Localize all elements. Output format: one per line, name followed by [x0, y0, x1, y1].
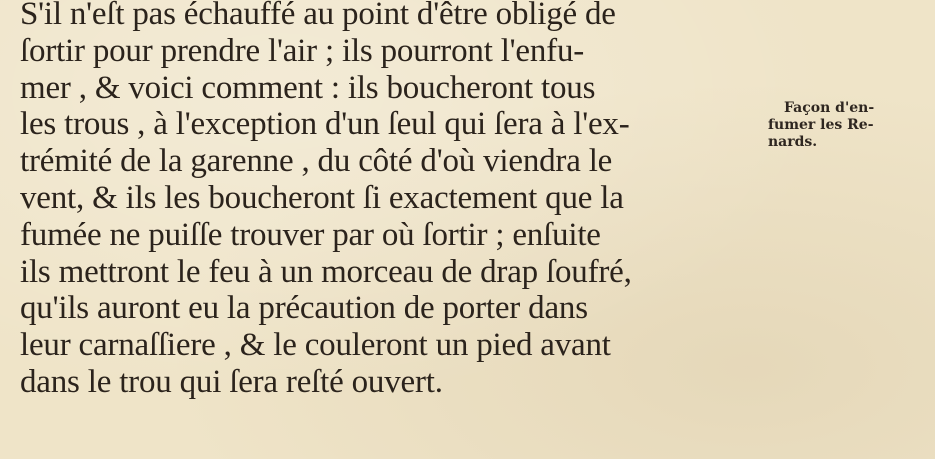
marginal-note-line: fumer les Re-	[768, 117, 874, 133]
marginal-note-line: nards.	[768, 134, 818, 150]
text-line: fumée ne puiſſe trouver par où ſortir ; enſuite	[20, 216, 601, 253]
marginal-note-line: Façon d'en-	[784, 100, 875, 116]
text-line: vent, & ils les boucheront ſi exactement que la	[20, 179, 624, 216]
text-line: leur carnaſſiere , & le couleront un pied avant	[20, 327, 611, 364]
text-line: trémité de la garenne , du côté d'où viendra le	[20, 143, 613, 180]
text-line: dans le trou qui ſera reſté ouvert.	[20, 363, 443, 400]
text-line: ſortir pour prendre l'air ; ils pourront l'enfu-	[20, 32, 585, 69]
text-line: mer , & voici comment : ils boucheront tous	[20, 69, 596, 106]
marginal-note	[768, 100, 928, 151]
text-line: les trous , à l'exception d'un ſeul qui ſera à l'ex-	[20, 106, 630, 143]
text-line: ils mettront le feu à un morceau de drap ſoufré,	[20, 253, 632, 290]
text-line: qu'ils auront eu la précaution de porter dans	[20, 290, 588, 327]
text-line: S'il n'eſt pas échauffé au point d'être obligé de	[20, 0, 616, 32]
body-paragraph	[20, 0, 760, 401]
